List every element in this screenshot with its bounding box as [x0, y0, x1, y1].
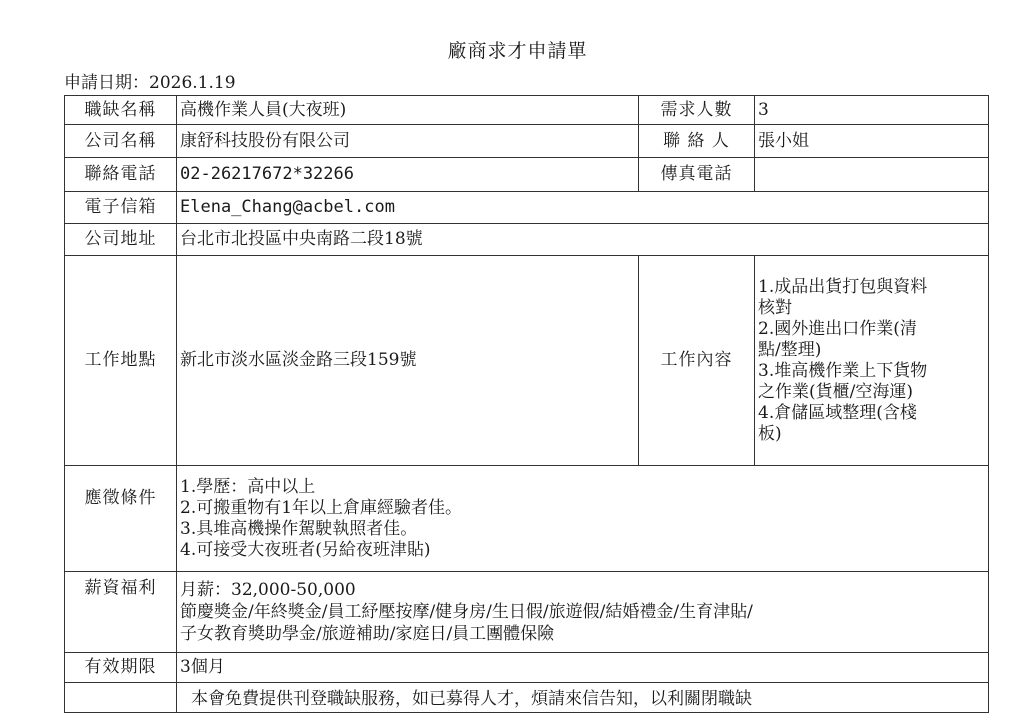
contact-value: 張小姐 — [755, 125, 989, 158]
salary-line: 月薪：32,000-50,000 — [180, 580, 356, 600]
address-cell — [177, 224, 989, 256]
row-requirements — [65, 466, 989, 572]
application-date — [64, 68, 236, 93]
job-title-value: 高機作業人員(大夜班) — [177, 96, 639, 125]
row-job-title — [65, 96, 989, 125]
workplace-label: 工作地點 — [65, 256, 177, 466]
email-label: 電子信箱 — [65, 192, 177, 224]
requirement-line: 4.可接受大夜班者(另給夜班津貼) — [180, 539, 431, 560]
duty-line: 4.倉儲區域整理(含棧 — [758, 402, 917, 423]
validity-value: 3個月 — [177, 653, 989, 683]
form-title: 廠商求才申請單 — [447, 40, 588, 62]
duties-value — [755, 256, 989, 466]
requirement-line: 1.學歷：高中以上 — [180, 476, 316, 497]
duty-line: 1.成品出貨打包與資料 — [758, 276, 928, 297]
row-salary — [65, 572, 989, 653]
duty-line: 之作業(貨櫃/空海運) — [758, 381, 913, 402]
company-label: 公司名稱 — [65, 125, 177, 158]
footer-label — [65, 683, 177, 713]
phone-label: 聯絡電話 — [65, 158, 177, 192]
headcount-label: 需求人數 — [639, 96, 755, 125]
duties-label: 工作內容 — [639, 256, 755, 466]
duty-line: 點/整理) — [758, 339, 822, 360]
validity-label: 有效期限 — [65, 653, 177, 683]
date-label: 申請日期： — [64, 73, 149, 93]
row-email — [65, 192, 989, 224]
duty-line: 3.堆高機作業上下貨物 — [758, 360, 928, 381]
job-title-label: 職缺名稱 — [65, 96, 177, 125]
row-phone — [65, 158, 989, 192]
duty-line: 板) — [758, 423, 782, 444]
fax-value — [755, 158, 989, 192]
requirements-value — [177, 466, 989, 572]
row-company — [65, 125, 989, 158]
contact-label: 聯 絡 人 — [639, 125, 755, 158]
address-label: 公司地址 — [65, 224, 177, 256]
salary-value — [177, 572, 989, 653]
row-address — [65, 224, 989, 256]
job-request-table — [64, 95, 989, 713]
row-validity — [65, 653, 989, 683]
address-value: 台北市北投區中央南路二段18號 — [180, 229, 423, 249]
headcount-value: 3 — [755, 96, 989, 125]
duty-line: 2.國外進出口作業(清 — [758, 318, 917, 339]
salary-label: 薪資福利 — [65, 572, 177, 653]
footer-note: 本會免費提供刊登職缺服務，如已募得人才，煩請來信告知，以利關閉職缺 — [177, 683, 989, 713]
row-footer — [65, 683, 989, 713]
email-value: Elena_Chang@acbel.com — [177, 192, 989, 224]
requirement-line: 2.可搬重物有1年以上倉庫經驗者佳。 — [180, 497, 463, 518]
salary-line: 子女教育獎助學金/旅遊補助/家庭日/員工團體保險 — [180, 624, 555, 644]
row-workplace — [65, 256, 989, 466]
duty-line: 核對 — [758, 297, 792, 318]
company-value: 康舒科技股份有限公司 — [177, 125, 639, 158]
workplace-value: 新北市淡水區淡金路三段159號 — [177, 256, 639, 466]
fax-label: 傳真電話 — [639, 158, 755, 192]
salary-line: 節慶獎金/年終獎金/員工紓壓按摩/健身房/生日假/旅遊假/結婚禮金/生育津貼/ — [180, 602, 753, 622]
requirements-label: 應徵條件 — [65, 466, 177, 572]
requirement-line: 3.具堆高機操作駕駛執照者佳。 — [180, 518, 418, 539]
date-value: 2026.1.19 — [149, 73, 236, 93]
phone-value: 02-26217672*32266 — [177, 158, 639, 192]
